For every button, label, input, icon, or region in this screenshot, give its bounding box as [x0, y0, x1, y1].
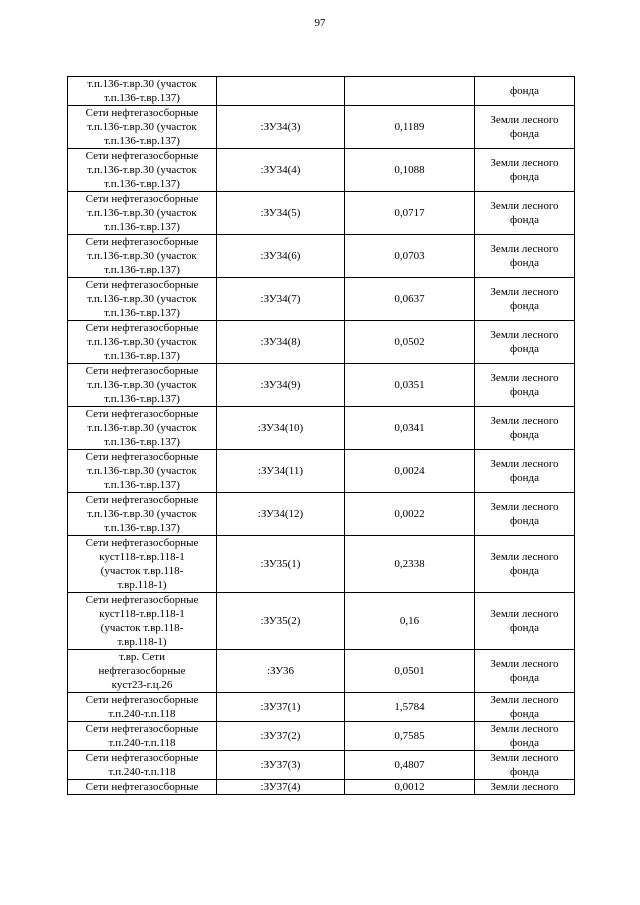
plot-code-cell-text: :ЗУ34(4) [260, 164, 301, 176]
plot-code-cell [217, 650, 345, 693]
area-cell-text: 1,5784 [394, 701, 425, 713]
area-cell [345, 106, 475, 149]
land-category-cell-text: Земли лесного фонда [490, 694, 559, 720]
object-name-cell [68, 321, 217, 364]
land-category-cell-text: фонда [510, 85, 539, 97]
area-cell [345, 751, 475, 780]
land-category-cell [475, 751, 575, 780]
object-name-cell [68, 780, 217, 795]
plot-code-cell-text: :ЗУ34(6) [260, 250, 301, 262]
land-category-cell-text: Земли лесного фонда [490, 415, 559, 441]
table-row [68, 149, 575, 192]
plot-code-cell-text: :ЗУ36 [266, 665, 295, 677]
area-cell [345, 780, 475, 795]
area-cell-text: 0,0341 [394, 422, 425, 434]
plot-code-cell [217, 106, 345, 149]
plot-code-cell [217, 321, 345, 364]
object-name-cell-text: Сети нефтегазосборные куст118-т.вр.118-1 (участок т.вр.118- т.вр.118-1) [85, 594, 199, 648]
table-row [68, 278, 575, 321]
plot-code-cell [217, 77, 345, 106]
area-cell [345, 321, 475, 364]
plot-code-cell-text: :ЗУ37(3) [260, 759, 301, 771]
object-name-cell-text: Сети нефтегазосборные т.п.136-т.вр.30 (участок т.п.136-т.вр.137) [85, 107, 199, 147]
area-cell [345, 77, 475, 106]
table-row [68, 751, 575, 780]
land-category-cell-text: Земли лесного фонда [490, 243, 559, 269]
object-name-cell-text: Сети нефтегазосборные т.п.136-т.вр.30 (участок т.п.136-т.вр.137) [85, 365, 199, 405]
plot-code-cell [217, 593, 345, 650]
land-category-cell-text: Земли лесного фонда [490, 458, 559, 484]
land-category-cell-text: Земли лесного фонда [490, 658, 559, 684]
object-name-cell [68, 407, 217, 450]
area-cell-text: 0,16 [399, 615, 420, 627]
area-cell [345, 407, 475, 450]
land-category-cell [475, 77, 575, 106]
land-category-cell [475, 493, 575, 536]
plot-code-cell [217, 278, 345, 321]
plot-code-cell [217, 235, 345, 278]
land-category-cell-text: Земли лесного [490, 781, 559, 793]
land-category-cell-text: Земли лесного фонда [490, 608, 559, 634]
table-row [68, 321, 575, 364]
area-cell-text: 0,0502 [394, 336, 425, 348]
object-name-cell-text: Сети нефтегазосборные т.п.136-т.вр.30 (участок т.п.136-т.вр.137) [85, 322, 199, 362]
object-name-cell-text: Сети нефтегазосборные т.п.240-т.п.118 [85, 752, 199, 778]
land-category-cell [475, 693, 575, 722]
land-category-cell-text: Земли лесного фонда [490, 752, 559, 778]
area-cell [345, 722, 475, 751]
plot-code-cell-text: :ЗУ35(1) [260, 558, 301, 570]
land-category-cell-text: Земли лесного фонда [490, 286, 559, 312]
object-name-cell [68, 751, 217, 780]
land-category-cell [475, 149, 575, 192]
area-cell-text: 0,0717 [394, 207, 425, 219]
plot-code-cell-text: :ЗУ34(10) [257, 422, 304, 434]
object-name-cell-text: Сети нефтегазосборные [85, 781, 199, 793]
plot-code-cell-text: :ЗУ34(12) [257, 508, 304, 520]
table-row [68, 493, 575, 536]
land-category-cell [475, 364, 575, 407]
plot-code-cell [217, 364, 345, 407]
land-category-cell-text: Земли лесного фонда [490, 157, 559, 183]
table-row [68, 235, 575, 278]
area-cell [345, 650, 475, 693]
land-category-cell [475, 722, 575, 751]
area-cell-text: 0,0022 [394, 508, 425, 520]
table-body [68, 77, 575, 795]
area-cell [345, 493, 475, 536]
object-name-cell [68, 722, 217, 751]
plot-code-cell-text: :ЗУ34(11) [258, 465, 303, 477]
area-cell [345, 593, 475, 650]
object-name-cell [68, 450, 217, 493]
plot-code-cell-text: :ЗУ37(2) [260, 730, 301, 742]
object-name-cell [68, 493, 217, 536]
area-cell [345, 536, 475, 593]
area-cell-text: 0,0351 [394, 379, 425, 391]
table-row [68, 364, 575, 407]
table-row [68, 650, 575, 693]
plot-code-cell [217, 407, 345, 450]
object-name-cell [68, 192, 217, 235]
object-name-cell-text: Сети нефтегазосборные т.п.136-т.вр.30 (участок т.п.136-т.вр.137) [85, 193, 199, 233]
object-name-cell-text: Сети нефтегазосборные т.п.136-т.вр.30 (участок т.п.136-т.вр.137) [85, 494, 199, 534]
land-category-cell-text: Земли лесного фонда [490, 329, 559, 355]
area-cell-text: 0,1088 [394, 164, 425, 176]
table-row [68, 780, 575, 795]
land-category-cell [475, 780, 575, 795]
plot-code-cell [217, 693, 345, 722]
object-name-cell [68, 650, 217, 693]
table-row [68, 593, 575, 650]
area-cell [345, 450, 475, 493]
plot-code-cell-text: :ЗУ34(8) [260, 336, 301, 348]
land-category-cell-text: Земли лесного фонда [490, 114, 559, 140]
plot-code-cell-text: :ЗУ37(4) [260, 781, 301, 793]
object-name-cell-text: Сети нефтегазосборные т.п.240-т.п.118 [85, 694, 199, 720]
plot-code-cell-text: :ЗУ37(1) [260, 701, 301, 713]
area-cell [345, 235, 475, 278]
object-name-cell [68, 536, 217, 593]
plot-code-cell-text: :ЗУ34(3) [260, 121, 301, 133]
land-category-cell [475, 106, 575, 149]
land-category-cell [475, 450, 575, 493]
table-row [68, 450, 575, 493]
object-name-cell-text: Сети нефтегазосборные т.п.136-т.вр.30 (участок т.п.136-т.вр.137) [85, 150, 199, 190]
object-name-cell-text: т.вр. Сети нефтегазосборные куст23-г.ц.26 [98, 651, 186, 691]
object-name-cell-text: Сети нефтегазосборные т.п.136-т.вр.30 (участок т.п.136-т.вр.137) [85, 279, 199, 319]
land-category-cell-text: Земли лесного фонда [490, 551, 559, 577]
area-cell [345, 149, 475, 192]
table-row [68, 693, 575, 722]
area-cell-text: 0,7585 [394, 730, 425, 742]
table-row [68, 192, 575, 235]
land-category-cell [475, 192, 575, 235]
table-row [68, 536, 575, 593]
land-category-cell [475, 278, 575, 321]
land-category-cell [475, 593, 575, 650]
object-name-cell-text: т.п.136-т.вр.30 (участок т.п.136-т.вр.137) [87, 78, 197, 104]
land-category-cell [475, 235, 575, 278]
plot-code-cell [217, 149, 345, 192]
area-cell-text: 0,0024 [394, 465, 425, 477]
area-cell-text: 0,0012 [394, 781, 425, 793]
area-cell-text: 0,2338 [394, 558, 425, 570]
object-name-cell [68, 149, 217, 192]
object-name-cell-text: Сети нефтегазосборные т.п.136-т.вр.30 (участок т.п.136-т.вр.137) [85, 236, 199, 276]
land-category-cell [475, 536, 575, 593]
object-name-cell [68, 593, 217, 650]
plot-code-cell [217, 192, 345, 235]
plot-code-cell-text: :ЗУ34(9) [260, 379, 301, 391]
plot-code-cell [217, 751, 345, 780]
plot-code-cell [217, 780, 345, 795]
plot-code-cell [217, 536, 345, 593]
land-category-cell [475, 650, 575, 693]
object-name-cell [68, 106, 217, 149]
page-number: 97 [314, 17, 326, 29]
object-name-cell-text: Сети нефтегазосборные т.п.136-т.вр.30 (участок т.п.136-т.вр.137) [85, 408, 199, 448]
land-plots-table [67, 76, 575, 795]
area-cell [345, 278, 475, 321]
object-name-cell-text: Сети нефтегазосборные т.п.136-т.вр.30 (участок т.п.136-т.вр.137) [85, 451, 199, 491]
object-name-cell [68, 235, 217, 278]
table-row [68, 407, 575, 450]
table-row [68, 106, 575, 149]
plot-code-cell-text: :ЗУ34(5) [260, 207, 301, 219]
area-cell-text: 0,0637 [394, 293, 425, 305]
land-category-cell [475, 407, 575, 450]
area-cell [345, 364, 475, 407]
table-row [68, 77, 575, 106]
area-cell [345, 693, 475, 722]
plot-code-cell-text: :ЗУ34(7) [260, 293, 301, 305]
area-cell-text: 0,4807 [394, 759, 425, 771]
object-name-cell [68, 364, 217, 407]
object-name-cell-text: Сети нефтегазосборные т.п.240-т.п.118 [85, 723, 199, 749]
land-category-cell [475, 321, 575, 364]
area-cell-text: 0,0703 [394, 250, 425, 262]
object-name-cell [68, 693, 217, 722]
land-category-cell-text: Земли лесного фонда [490, 501, 559, 527]
land-category-cell-text: Земли лесного фонда [490, 372, 559, 398]
land-category-cell-text: Земли лесного фонда [490, 723, 559, 749]
plot-code-cell-text: :ЗУ35(2) [260, 615, 301, 627]
object-name-cell-text: Сети нефтегазосборные куст118-т.вр.118-1 (участок т.вр.118- т.вр.118-1) [85, 537, 199, 591]
plot-code-cell [217, 722, 345, 751]
plot-code-cell [217, 493, 345, 536]
land-category-cell-text: Земли лесного фонда [490, 200, 559, 226]
area-cell [345, 192, 475, 235]
table-row [68, 722, 575, 751]
plot-code-cell [217, 450, 345, 493]
object-name-cell [68, 278, 217, 321]
object-name-cell [68, 77, 217, 106]
area-cell-text: 0,1189 [394, 121, 425, 133]
area-cell-text: 0,0501 [394, 665, 425, 677]
